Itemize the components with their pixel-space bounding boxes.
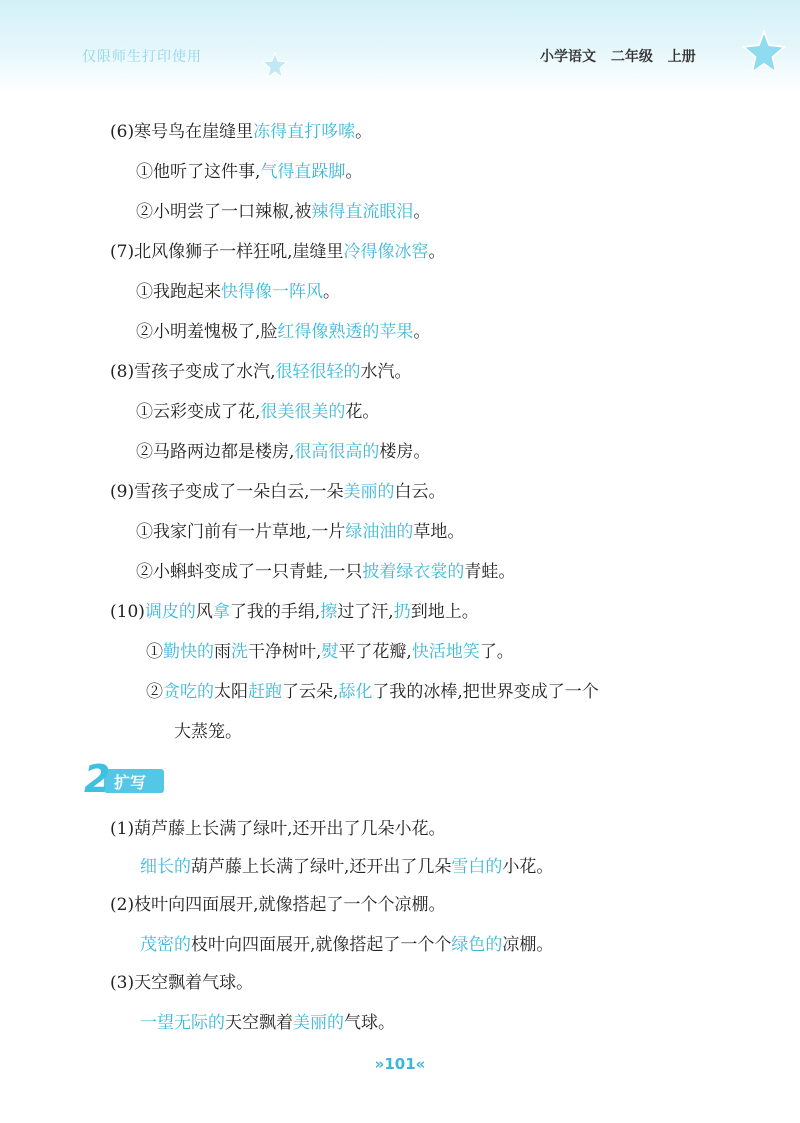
answer-text: 细长的 bbox=[140, 857, 191, 877]
answer-text: 绿油油的 bbox=[345, 522, 414, 542]
answer-text: 熨 bbox=[321, 642, 339, 662]
line-text: (1)葫芦藤上长满了绿叶,还开出了几朵小花。 bbox=[110, 819, 446, 839]
answer-text: 美丽的 bbox=[293, 1013, 344, 1033]
answer-text: 冷得像冰窖 bbox=[343, 242, 429, 262]
text-line bbox=[136, 161, 362, 183]
answer-text: 一望无际的 bbox=[140, 1013, 225, 1033]
line-text: 水汽。 bbox=[360, 362, 412, 382]
text-line bbox=[110, 241, 445, 263]
line-text: 了我的冰棒,把世界变成了一个 bbox=[372, 682, 599, 702]
text-line bbox=[136, 201, 430, 223]
line-text: 楼房。 bbox=[379, 442, 431, 462]
answer-text: 洗 bbox=[231, 642, 248, 662]
answer-text: 很美很美的 bbox=[260, 402, 346, 422]
answer-text: 贪吃的 bbox=[163, 682, 214, 702]
line-text: 枝叶向四面展开,就像搭起了一个个 bbox=[191, 935, 452, 955]
answer-text: 雪白的 bbox=[451, 857, 503, 877]
line-text: 。 bbox=[345, 162, 363, 182]
text-line bbox=[136, 401, 379, 423]
answer-text: 勤快的 bbox=[163, 642, 214, 662]
line-text: 草地。 bbox=[413, 522, 465, 542]
answer-text: 扔 bbox=[393, 602, 411, 622]
line-text: 。 bbox=[413, 202, 431, 222]
text-line bbox=[136, 441, 430, 463]
arrow-right-icon: » bbox=[374, 1055, 385, 1073]
text-line bbox=[110, 481, 445, 503]
line-text: ① bbox=[146, 642, 163, 662]
answer-text: 美丽的 bbox=[343, 482, 395, 502]
text-line bbox=[136, 521, 464, 543]
answer-text: 很轻很轻的 bbox=[275, 362, 361, 382]
line-text: 太阳 bbox=[214, 682, 248, 702]
text-line bbox=[136, 321, 430, 343]
line-text: 葫芦藤上长满了绿叶,还开出了几朵 bbox=[191, 857, 452, 877]
line-text: ②小明尝了一口辣椒,被 bbox=[136, 202, 312, 222]
answer-text: 很高很高的 bbox=[294, 442, 380, 462]
line-text: 天空飘着 bbox=[225, 1013, 293, 1033]
section-heading bbox=[84, 757, 168, 801]
section-label: 扩写 bbox=[114, 773, 147, 792]
text-line bbox=[140, 934, 553, 956]
line-text: ②马路两边都是楼房, bbox=[136, 442, 295, 462]
watermark: 仅限师生打印使用 bbox=[82, 49, 202, 65]
line-text: (9)雪孩子变成了一朵白云,一朵 bbox=[110, 482, 344, 502]
answer-text: 调皮的 bbox=[144, 602, 196, 622]
answer-text: 辣得直流眼泪 bbox=[311, 202, 414, 222]
text-line bbox=[136, 561, 515, 583]
line-text: 过了汗, bbox=[337, 602, 394, 622]
line-text: 。 bbox=[323, 282, 340, 302]
line-text: (8)雪孩子变成了水汽, bbox=[110, 362, 276, 382]
line-text: 。 bbox=[413, 322, 431, 342]
line-text: (3)天空飘着气球。 bbox=[110, 973, 254, 993]
section-number: 2 bbox=[84, 757, 111, 801]
line-text: ①我跑起来 bbox=[136, 282, 221, 302]
line-text: ①云彩变成了花, bbox=[136, 402, 261, 422]
text-line bbox=[110, 894, 445, 916]
line-text: 雨 bbox=[214, 642, 231, 662]
text-line bbox=[110, 601, 479, 623]
answer-text: 快活地笑 bbox=[411, 642, 480, 662]
line-text: 气球。 bbox=[344, 1013, 395, 1033]
text-line bbox=[110, 818, 445, 840]
line-text: 。 bbox=[428, 242, 446, 262]
line-text: 青蛙。 bbox=[464, 562, 516, 582]
text-line bbox=[110, 361, 411, 383]
text-line bbox=[146, 681, 599, 703]
line-text: 平了花瓣, bbox=[338, 642, 412, 662]
text-line bbox=[140, 1012, 395, 1034]
answer-text: 披着绿衣裳的 bbox=[362, 562, 465, 582]
line-text: 了云朵, bbox=[282, 682, 339, 702]
text-line bbox=[146, 641, 514, 663]
line-text: ②小蝌蚪变成了一只青蛙,一只 bbox=[136, 562, 363, 582]
line-text: 。 bbox=[355, 122, 373, 142]
line-text: (7)北风像狮子一样狂吼,崖缝里 bbox=[110, 242, 344, 262]
line-text: ②小明羞愧极了,脸 bbox=[136, 322, 278, 342]
page-number bbox=[360, 1055, 440, 1073]
line-text: (2)枝叶向四面展开,就像搭起了一个个凉棚。 bbox=[110, 895, 446, 915]
line-text: 到地上。 bbox=[410, 602, 479, 622]
answer-text: 红得像熟透的苹果 bbox=[277, 322, 414, 342]
star-icon bbox=[742, 30, 786, 74]
answer-text: 冻得直打哆嗦 bbox=[253, 122, 356, 142]
line-text: (6)寒号鸟在崖缝里 bbox=[110, 122, 254, 142]
answer-text: 舔化 bbox=[338, 682, 373, 702]
answer-text: 气得直跺脚 bbox=[260, 162, 346, 182]
line-text: 了。 bbox=[479, 642, 514, 662]
line-text: 花。 bbox=[345, 402, 380, 422]
text-line bbox=[174, 721, 242, 743]
answer-text: 快得像一阵风 bbox=[221, 282, 323, 302]
answer-text: 赶跑 bbox=[248, 682, 282, 702]
answer-text: 茂密的 bbox=[140, 935, 191, 955]
text-line bbox=[136, 281, 340, 303]
line-text: 大蒸笼。 bbox=[174, 722, 242, 742]
answer-text: 拿 bbox=[212, 602, 230, 622]
line-text: 小花。 bbox=[502, 857, 554, 877]
text-line bbox=[140, 856, 553, 878]
line-text: 凉棚。 bbox=[502, 935, 554, 955]
line-text: ①我家门前有一片草地,一片 bbox=[136, 522, 346, 542]
line-text: ② bbox=[146, 682, 163, 702]
page-number-value: 101 bbox=[384, 1055, 416, 1073]
answer-text: 绿色的 bbox=[451, 935, 503, 955]
line-text: (10) bbox=[110, 602, 145, 622]
answer-text: 擦 bbox=[320, 602, 338, 622]
line-text: ①他听了这件事, bbox=[136, 162, 261, 182]
arrow-left-icon: « bbox=[415, 1055, 426, 1073]
book-info: 小学语文 二年级 上册 bbox=[540, 49, 696, 65]
star-icon bbox=[262, 52, 288, 78]
line-text: 白云。 bbox=[394, 482, 446, 502]
line-text: 了我的手绢, bbox=[229, 602, 321, 622]
text-line bbox=[110, 121, 372, 143]
line-text: 风 bbox=[195, 602, 213, 622]
line-text: 干净树叶, bbox=[248, 642, 322, 662]
text-line bbox=[110, 972, 253, 994]
